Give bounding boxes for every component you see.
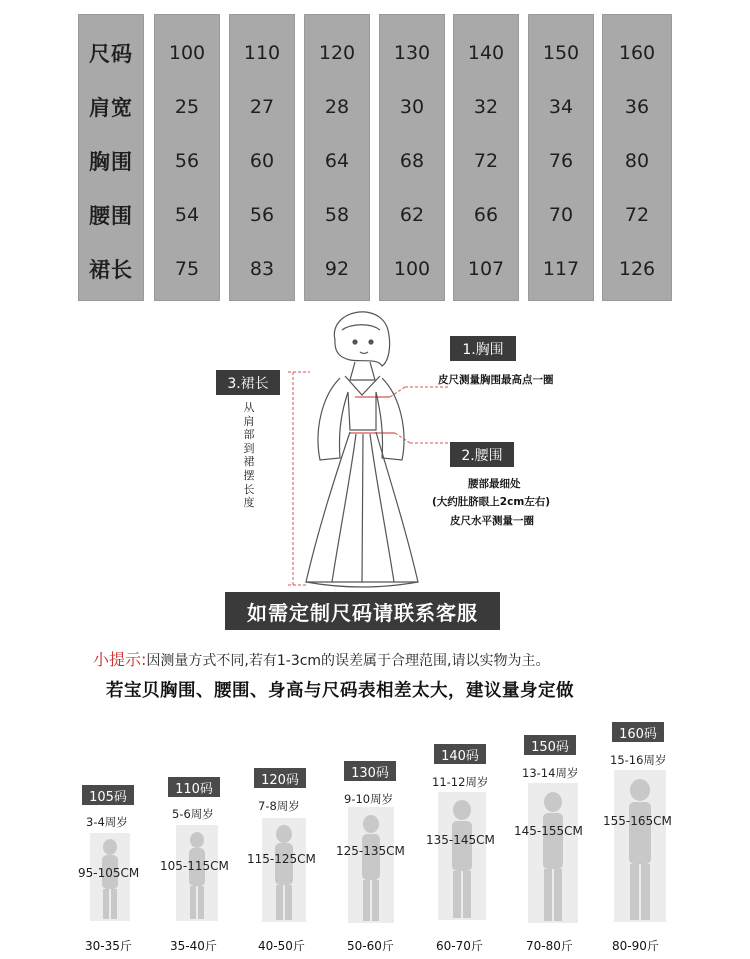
shoulder-value: 28	[324, 96, 350, 118]
length-desc	[242, 401, 256, 510]
length-value: 126	[618, 258, 656, 280]
height-range: 125-135CM	[336, 844, 405, 858]
child-silhouette-box	[348, 807, 394, 923]
age-label: 13-14周岁	[522, 766, 579, 780]
chest-value: 76	[548, 150, 574, 172]
chest-tag: 1.胸围	[450, 336, 516, 361]
chest-value: 68	[399, 150, 425, 172]
size-column	[602, 14, 672, 301]
height-range: 145-155CM	[514, 824, 583, 838]
dress-figure-drawing	[210, 300, 590, 590]
waist-value: 62	[399, 204, 425, 226]
size-code-tag: 130码	[344, 761, 396, 781]
length-tag: 3.裙长	[216, 370, 280, 395]
header-length: 裙长	[89, 258, 133, 282]
shoulder-value: 30	[399, 96, 425, 118]
age-label: 11-12周岁	[432, 775, 489, 789]
length-desc-char: 裙	[243, 455, 255, 469]
chest-value: 64	[324, 150, 350, 172]
tip-label: 小提示:	[93, 650, 147, 669]
chest-value: 72	[473, 150, 499, 172]
advice-text: 若宝贝胸围、腰围、身高与尺码表相差太大，建议量身定做	[106, 681, 574, 701]
size-code-tag: 140码	[434, 744, 486, 764]
length-value: 75	[174, 258, 200, 280]
length-desc-char: 到	[243, 441, 255, 455]
header-size: 尺码	[89, 42, 133, 66]
child-silhouette-icon	[614, 770, 666, 922]
shoulder-value: 32	[473, 96, 499, 118]
age-label: 7-8周岁	[258, 799, 300, 813]
age-label: 15-16周岁	[610, 753, 667, 767]
length-value: 83	[249, 258, 275, 280]
height-range: 115-125CM	[247, 852, 316, 866]
waist-value: 70	[548, 204, 574, 226]
age-label: 5-6周岁	[172, 807, 214, 821]
weight-range: 35-40斤	[170, 939, 217, 953]
header-chest: 胸围	[89, 150, 133, 174]
length-value: 117	[542, 258, 580, 280]
length-value: 107	[467, 258, 505, 280]
waist-desc-1: 腰部最细处	[468, 478, 521, 490]
waist-desc-2: (大约肚脐眼上2cm左右)	[432, 496, 551, 508]
age-label: 3-4周岁	[86, 815, 128, 829]
size-value: 120	[318, 42, 356, 64]
size-column	[229, 14, 295, 301]
weight-range: 30-35斤	[85, 939, 132, 953]
waist-value: 58	[324, 204, 350, 226]
height-range: 135-145CM	[426, 833, 495, 847]
size-value: 110	[243, 42, 281, 64]
weight-range: 60-70斤	[436, 939, 483, 953]
height-range: 155-165CM	[603, 814, 672, 828]
length-desc-char: 肩	[243, 414, 255, 428]
weight-range: 70-80斤	[526, 939, 573, 953]
height-range: 105-115CM	[160, 859, 229, 873]
child-silhouette-box	[438, 792, 486, 920]
shoulder-value: 34	[548, 96, 574, 118]
length-value: 100	[393, 258, 431, 280]
waist-value: 56	[249, 204, 275, 226]
size-code-tag: 110码	[168, 777, 220, 797]
size-column	[379, 14, 445, 301]
child-silhouette-icon	[176, 825, 218, 921]
child-silhouette-box	[614, 770, 666, 922]
measurement-diagram	[210, 300, 590, 590]
length-value: 92	[324, 258, 350, 280]
length-desc-char: 摆	[243, 468, 255, 482]
child-silhouette-icon	[438, 792, 486, 920]
length-desc-char: 度	[243, 496, 255, 510]
waist-value: 66	[473, 204, 499, 226]
chest-value: 56	[174, 150, 200, 172]
tip-text: 因测量方式不同,若有1-3cm的误差属于合理范围,请以实物为主。	[146, 653, 550, 669]
weight-range: 50-60斤	[347, 939, 394, 953]
height-range: 95-105CM	[78, 866, 140, 880]
kid-size-item	[160, 777, 242, 955]
kid-size-item	[330, 761, 418, 955]
child-silhouette-icon	[262, 818, 306, 922]
child-silhouette-box	[528, 783, 578, 923]
child-silhouette-icon	[348, 807, 394, 923]
size-code-tag: 105码	[82, 785, 134, 805]
size-code-tag: 120码	[254, 768, 306, 788]
size-value: 140	[467, 42, 505, 64]
custom-size-banner: 如需定制尺码请联系客服	[225, 592, 500, 630]
size-column	[304, 14, 370, 301]
kid-size-item	[76, 785, 156, 955]
chest-value: 60	[249, 150, 275, 172]
size-code-tag: 160码	[612, 722, 664, 742]
weight-range: 40-50斤	[258, 939, 305, 953]
child-silhouette-box	[176, 825, 218, 921]
size-value: 130	[393, 42, 431, 64]
size-column	[528, 14, 594, 301]
length-desc-char: 从	[243, 401, 255, 414]
shoulder-value: 27	[249, 96, 275, 118]
waist-value: 72	[624, 204, 650, 226]
header-shoulder: 肩宽	[89, 96, 133, 120]
header-waist: 腰围	[89, 204, 133, 228]
waist-desc-3: 皮尺水平测量一圈	[450, 515, 534, 527]
size-column	[154, 14, 220, 301]
size-value: 100	[168, 42, 206, 64]
size-value: 160	[618, 42, 656, 64]
chest-value: 80	[624, 150, 650, 172]
waist-value: 54	[174, 204, 200, 226]
waist-tag: 2.腰围	[450, 442, 514, 467]
size-column	[453, 14, 519, 301]
weight-range: 80-90斤	[612, 939, 659, 953]
shoulder-value: 36	[624, 96, 650, 118]
size-table-header-column	[78, 14, 144, 301]
tip-line	[93, 647, 550, 670]
kid-size-item	[600, 722, 700, 955]
kid-size-item	[510, 735, 600, 955]
size-table	[78, 14, 672, 301]
kid-size-item	[244, 768, 328, 955]
age-label: 9-10周岁	[344, 792, 394, 806]
length-desc-char: 长	[243, 482, 255, 496]
chest-desc: 皮尺测量胸围最高点一圈	[438, 374, 554, 386]
child-silhouette-box	[262, 818, 306, 922]
shoulder-value: 25	[174, 96, 200, 118]
length-desc-char: 部	[243, 428, 255, 442]
child-silhouette-icon	[528, 783, 578, 923]
size-value: 150	[542, 42, 580, 64]
size-code-tag: 150码	[524, 735, 576, 755]
kid-size-item	[420, 744, 510, 955]
